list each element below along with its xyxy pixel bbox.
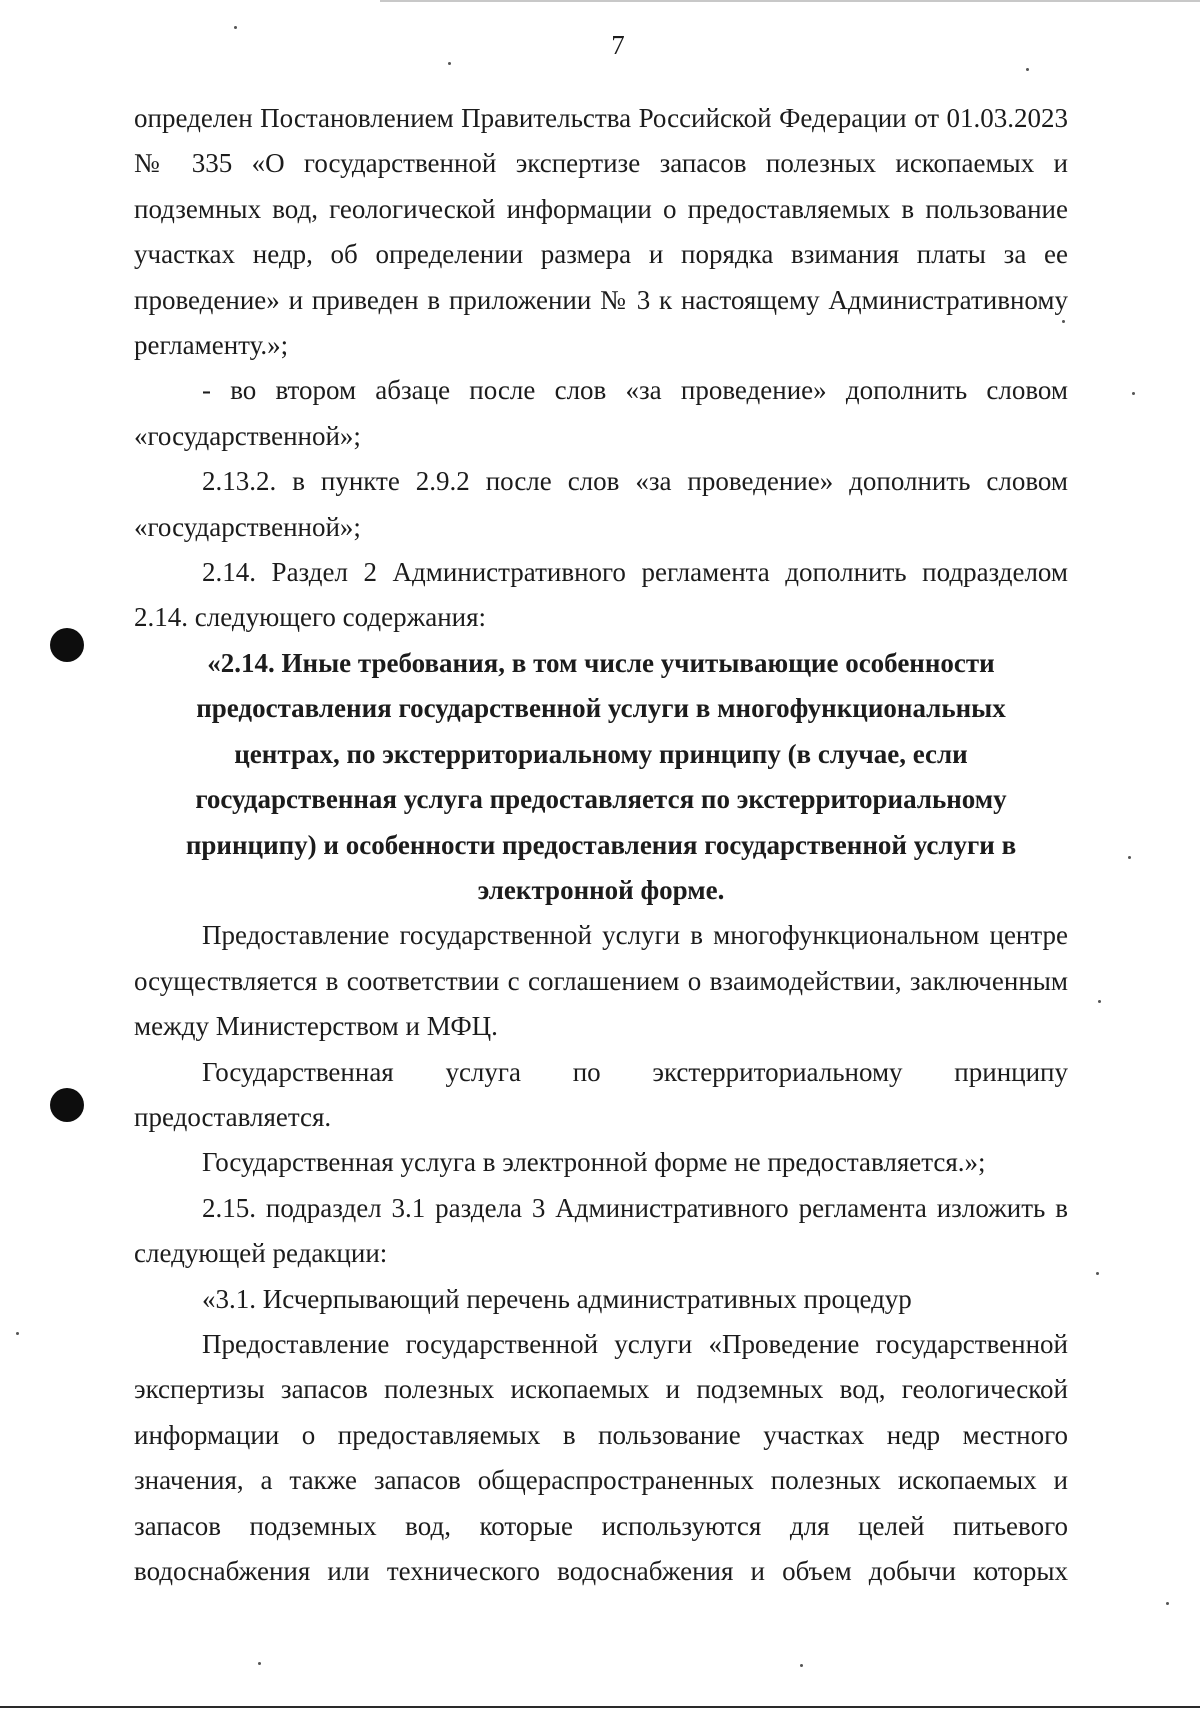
scan-speck bbox=[1166, 1602, 1169, 1605]
paragraph: определен Постановлением Правительства Российской Федерации от 01.03.2023 № 335 «О государственной экспертизе запасов полезных ископаемых и подземных вод, геологической информации о предоставляемых в пользование участках недр, об определении размера и порядка взимания платы за ее проведение» и приведен в приложении № 3 к настоящему Административному регламенту.»; bbox=[134, 103, 1068, 361]
scan-speck bbox=[16, 1332, 19, 1335]
page-number: 7 bbox=[611, 30, 625, 60]
paragraph: Предоставление государственной услуги в многофункциональном центре осуществляется в соответствии с соглашением о взаимодействии, заключенным между Министерством и МФЦ. bbox=[134, 920, 1068, 1042]
paragraph: «3.1. Исчерпывающий перечень административных процедур bbox=[202, 1283, 912, 1314]
paragraph: - во втором абзаце после слов «за проведение» дополнить словом «государственной»; bbox=[134, 375, 1068, 451]
scan-speck bbox=[258, 1662, 261, 1665]
scan-speck bbox=[1128, 856, 1131, 859]
paragraph: Предоставление государственной услуги «Проведение государственной экспертизы запасов полезных ископаемых и подземных вод, геологической информации о предоставляемых в пользование участках недр местного значения, а также запасов общераспространенных полезных ископаемых и запасов подземных вод, которые используются для целей питьевого водоснабжения или технического водоснабжения и объем добычи которых bbox=[134, 1328, 1068, 1586]
section-heading: «2.14. Иные требования, в том числе учитывающие особенности предоставления государственной услуги в многофункциональных центрах, по экстерриториальному принципу (в случае, если государственная услуга предоставляется по экстерриториальному принципу) и особенности предоставления государственной услуги в электронной форме. bbox=[185, 647, 1017, 905]
scan-speck bbox=[1026, 68, 1029, 71]
scan-speck bbox=[1096, 1272, 1099, 1275]
document-body bbox=[134, 96, 1068, 1594]
scan-speck bbox=[1098, 1000, 1101, 1003]
paragraph: 2.15. подраздел 3.1 раздела 3 Административного регламента изложить в следующей редакции: bbox=[134, 1192, 1068, 1269]
scan-speck bbox=[234, 26, 237, 29]
paragraph: Государственная услуга в электронной форме не предоставляется.»; bbox=[202, 1147, 986, 1178]
scan-speck bbox=[1132, 392, 1135, 395]
paragraph: Государственная услуга по экстерриториальному принципу предоставляется. bbox=[134, 1056, 1068, 1132]
paragraph: 2.13.2. в пункте 2.9.2 после слов «за проведение» дополнить словом «государственной»; bbox=[134, 466, 1068, 542]
scan-edge-top bbox=[380, 0, 1200, 2]
punch-hole bbox=[50, 1088, 84, 1122]
scan-speck bbox=[800, 1664, 803, 1667]
scan-speck bbox=[448, 62, 451, 65]
punch-hole bbox=[50, 628, 84, 662]
paragraph: 2.14. Раздел 2 Административного регламента дополнить подразделом 2.14. следующего содержания: bbox=[134, 557, 1068, 633]
scan-edge-bottom bbox=[0, 1706, 1200, 1708]
